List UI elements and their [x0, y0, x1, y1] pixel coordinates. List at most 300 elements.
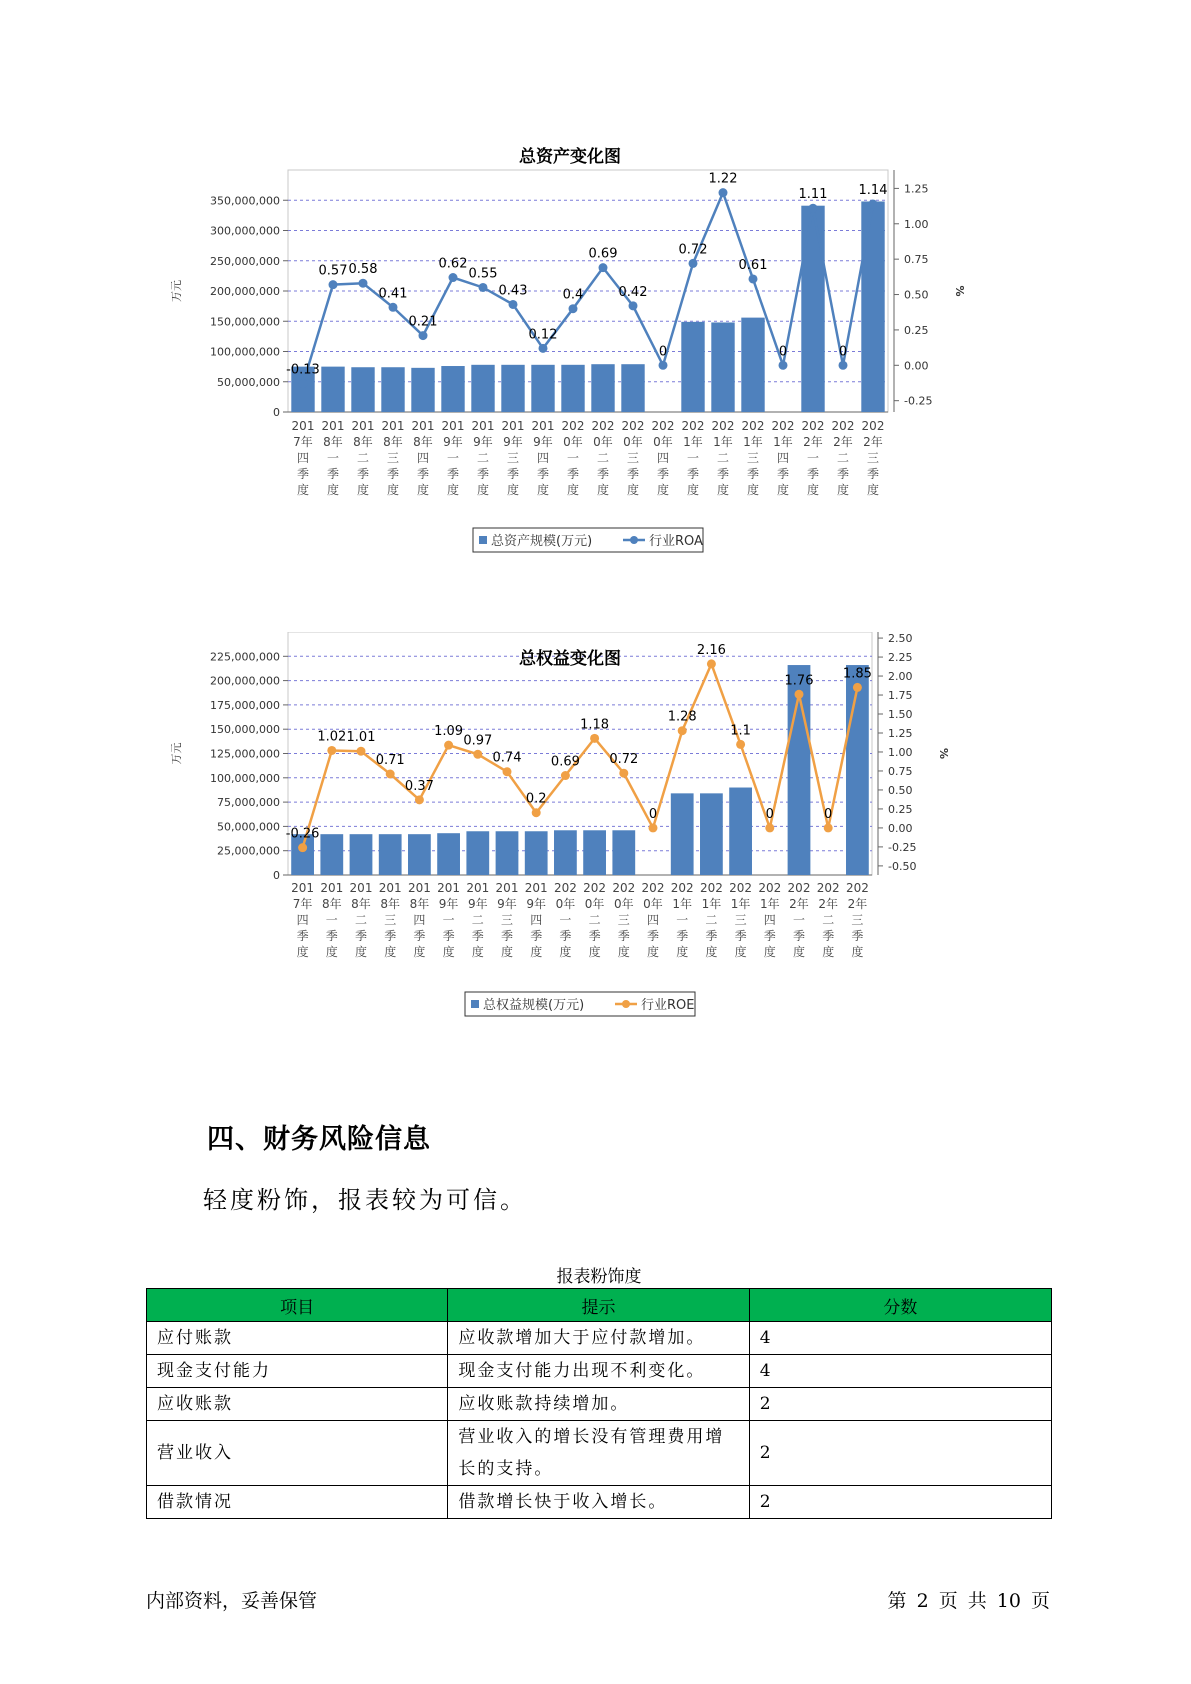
x-tick-label: 1年 [683, 435, 703, 449]
x-tick-label: 202 [801, 419, 825, 433]
bar [681, 322, 704, 412]
table-caption: 报表粉饰度 [556, 1267, 642, 1287]
x-tick-label: 二 [822, 913, 835, 927]
y-tick-label: 0 [273, 406, 280, 419]
x-tick-label: 季 [646, 929, 660, 943]
x-tick-label: 三 [500, 913, 514, 927]
x-tick-label: 季 [471, 929, 484, 943]
y2-tick-label: -0.25 [888, 840, 917, 854]
x-tick-label: 一 [806, 451, 820, 465]
section-heading: 四、财务风险信息 [207, 1124, 431, 1155]
line-point [649, 823, 658, 832]
x-tick-label: 季 [588, 929, 601, 943]
row-item: 应付账款 [147, 1322, 448, 1355]
data-label: 0.72 [609, 752, 639, 768]
x-tick-label: 202 [741, 419, 765, 433]
y-tick-label: 200,000,000 [210, 674, 280, 688]
data-label: 0 [765, 806, 774, 822]
x-tick-label: 季 [716, 467, 730, 481]
x-tick-label: 度 [536, 483, 550, 497]
x-tick-label: 度 [716, 483, 730, 497]
x-tick-label: 三 [734, 913, 747, 927]
x-tick-label: 一 [566, 451, 580, 465]
x-tick-label: 季 [446, 467, 460, 481]
total-assets-chart-svg [170, 130, 970, 570]
y2-tick-label: 2.00 [888, 670, 913, 684]
line-point [327, 746, 336, 755]
bar [496, 831, 519, 875]
row-item: 现金支付能力 [147, 1355, 448, 1388]
y2-tick-label: 0.50 [904, 288, 929, 302]
legend-bar-swatch [479, 536, 487, 544]
y2-tick-label: 0.00 [888, 821, 913, 835]
x-tick-label: 一 [676, 913, 689, 927]
x-tick-label: 度 [851, 945, 864, 959]
bar [583, 830, 606, 875]
row-hint: 应收款增加大于应付款增加。 [448, 1322, 749, 1355]
x-tick-label: 度 [822, 945, 835, 959]
line-point [444, 741, 453, 750]
data-label: 1.01 [346, 730, 376, 746]
y-tick-label: 150,000,000 [210, 315, 280, 329]
y-tick-label: 175,000,000 [210, 698, 280, 712]
data-label: 0 [778, 344, 788, 360]
y-tick-label: 50,000,000 [217, 820, 280, 834]
line-point [449, 273, 458, 282]
line-point [590, 734, 599, 743]
x-tick-label: 三 [386, 451, 400, 465]
x-tick-label: 度 [776, 483, 790, 497]
x-tick-label: 季 [676, 929, 689, 943]
x-tick-label: 2年 [818, 897, 839, 911]
bar [846, 665, 869, 875]
x-tick-label: 2年 [803, 435, 823, 449]
data-label: 0.42 [618, 284, 648, 300]
x-tick-label: 1年 [730, 897, 751, 911]
x-tick-label: 季 [596, 467, 610, 481]
x-tick-label: 三 [617, 913, 630, 927]
x-tick-label: 202 [553, 881, 577, 895]
line-point [561, 771, 570, 780]
x-tick-label: 9年 [443, 435, 463, 449]
x-tick-label: 季 [325, 929, 338, 943]
legend-bar-swatch [471, 1000, 479, 1008]
table-row [147, 1388, 1052, 1421]
legend-line-marker [622, 1000, 630, 1008]
line-point [509, 300, 518, 309]
data-label: 0.4 [562, 287, 584, 303]
row-item: 营业收入 [147, 1421, 448, 1486]
x-tick-label: 季 [530, 929, 543, 943]
x-tick-label: 季 [326, 467, 340, 481]
x-tick-label: 9年 [467, 897, 488, 911]
data-label: 0.2 [525, 791, 547, 807]
y2-tick-label: 0.25 [904, 323, 929, 337]
row-score: 4 [749, 1355, 1051, 1388]
x-tick-label: 季 [559, 929, 572, 943]
x-tick-label: 一 [442, 913, 455, 927]
x-tick-label: 度 [596, 483, 610, 497]
x-tick-label: 度 [734, 945, 747, 959]
x-tick-label: 季 [822, 929, 835, 943]
x-tick-label: 度 [705, 945, 718, 959]
x-tick-label: 季 [296, 467, 310, 481]
x-tick-label: 二 [705, 913, 718, 927]
table-row [147, 1486, 1052, 1519]
x-tick-label: 度 [792, 945, 806, 959]
x-tick-label: 度 [806, 483, 820, 497]
x-tick-label: 季 [776, 467, 790, 481]
x-tick-label: 季 [356, 467, 370, 481]
x-tick-label: 8年 [353, 435, 373, 449]
x-tick-label: 8年 [383, 435, 403, 449]
bar [321, 367, 344, 412]
data-label: 0.57 [318, 263, 348, 279]
x-tick-label: 度 [296, 483, 310, 497]
x-tick-label: 202 [651, 419, 675, 433]
x-tick-label: 一 [326, 451, 340, 465]
line-point [532, 808, 541, 817]
bar [525, 831, 548, 875]
x-tick-label: 0年 [563, 435, 583, 449]
bar [471, 365, 494, 412]
x-tick-label: 202 [729, 881, 753, 895]
x-tick-label: 202 [861, 419, 885, 433]
row-score: 4 [749, 1322, 1051, 1355]
x-tick-label: 0年 [623, 435, 643, 449]
x-tick-label: 2年 [863, 435, 883, 449]
x-tick-label: 度 [656, 483, 670, 497]
x-tick-label: 201 [441, 419, 465, 433]
x-tick-label: 四 [763, 913, 776, 927]
line-point [809, 204, 818, 213]
x-tick-label: 季 [746, 467, 760, 481]
line-point [719, 188, 728, 197]
x-tick-label: 0年 [584, 897, 605, 911]
y-tick-label: 100,000,000 [210, 771, 280, 785]
bar [411, 368, 434, 412]
header-hint: 提示 [448, 1289, 749, 1322]
x-tick-label: 度 [866, 483, 880, 497]
x-tick-label: 三 [506, 451, 520, 465]
x-tick-label: 度 [506, 483, 520, 497]
data-label: -0.26 [285, 826, 320, 842]
data-label: 0 [824, 806, 833, 822]
x-tick-label: 二 [836, 451, 850, 465]
bar [350, 834, 373, 875]
x-tick-label: 202 [845, 881, 869, 895]
x-tick-label: 四 [296, 451, 310, 465]
table-row [147, 1322, 1052, 1355]
x-tick-label: 202 [787, 881, 811, 895]
data-label: 0.41 [378, 286, 408, 302]
row-score: 2 [749, 1421, 1051, 1486]
data-label: 0.97 [463, 733, 493, 749]
x-tick-label: 201 [291, 419, 315, 433]
bar [621, 364, 644, 412]
x-tick-label: 季 [792, 929, 806, 943]
x-tick-label: 201 [471, 419, 495, 433]
x-tick-label: 季 [296, 929, 309, 943]
x-tick-label: 0年 [643, 897, 663, 911]
x-tick-label: 三 [851, 913, 864, 927]
x-tick-label: 202 [583, 881, 607, 895]
y-tick-label: 25,000,000 [217, 844, 280, 858]
x-tick-label: 2年 [789, 897, 809, 911]
x-tick-label: 度 [296, 945, 309, 959]
data-label: 1.85 [842, 666, 872, 682]
row-item: 应收账款 [147, 1388, 448, 1421]
x-tick-label: 季 [617, 929, 630, 943]
x-tick-label: 201 [466, 881, 490, 895]
y-tick-label: 75,000,000 [217, 796, 280, 810]
x-tick-label: 度 [442, 945, 455, 959]
x-tick-label: 二 [354, 913, 368, 927]
x-tick-label: 201 [495, 881, 519, 895]
row-score: 2 [749, 1388, 1051, 1421]
risk-table [146, 1288, 1052, 1519]
legend-line-label: 行业ROE [641, 998, 695, 1013]
data-label: 0.12 [528, 327, 558, 343]
y2-tick-label: 1.75 [888, 689, 913, 703]
data-label: 1.09 [434, 724, 464, 740]
data-label: 1.76 [784, 673, 814, 689]
data-label: 0.55 [468, 266, 498, 282]
line-point [853, 683, 862, 692]
x-tick-label: 季 [705, 929, 718, 943]
x-tick-label: 度 [588, 945, 601, 959]
bar [351, 367, 374, 412]
x-tick-label: 201 [407, 881, 431, 895]
x-tick-label: 1年 [672, 897, 693, 911]
x-tick-label: 201 [320, 881, 344, 895]
x-tick-label: 8年 [323, 435, 343, 449]
x-tick-label: 四 [413, 913, 426, 927]
section-text: 轻度粉饰，报表较为可信。 [203, 1186, 527, 1214]
x-tick-label: 9年 [497, 897, 517, 911]
x-tick-label: 季 [536, 467, 550, 481]
x-tick-label: 季 [686, 467, 700, 481]
x-tick-label: 度 [626, 483, 640, 497]
x-tick-label: 201 [524, 881, 548, 895]
x-tick-label: 三 [746, 451, 760, 465]
data-label: 0 [658, 344, 668, 360]
x-tick-label: 8年 [380, 897, 401, 911]
y-axis-label: 万元 [170, 742, 183, 765]
y-tick-label: 350,000,000 [210, 194, 280, 208]
x-tick-label: 1年 [713, 435, 733, 449]
x-tick-label: 季 [413, 929, 426, 943]
x-tick-label: 季 [836, 467, 850, 481]
data-label: 1.18 [580, 717, 610, 733]
y2-tick-label: 0.50 [888, 783, 913, 797]
x-tick-label: 度 [836, 483, 850, 497]
x-tick-label: 1年 [773, 435, 793, 449]
line-point [629, 301, 638, 310]
line-point [599, 263, 608, 272]
x-tick-label: 度 [676, 945, 689, 959]
line-point [539, 344, 548, 353]
x-tick-label: 度 [646, 945, 660, 959]
row-hint: 应收账款持续增加。 [448, 1388, 749, 1421]
x-tick-label: 8年 [409, 897, 430, 911]
x-tick-label: 季 [476, 467, 490, 481]
legend-bar-label: 总权益规模(万元) [483, 998, 585, 1013]
total-equity-chart-svg [170, 632, 970, 1102]
line-point [749, 274, 758, 283]
x-tick-label: 一 [559, 913, 572, 927]
y2-tick-label: 1.00 [888, 745, 913, 759]
footer-page-number: 第 2 页 共 10 页 [887, 1590, 1050, 1612]
x-tick-label: 季 [416, 467, 430, 481]
x-tick-label: 201 [531, 419, 555, 433]
x-tick-label: 201 [411, 419, 435, 433]
x-tick-label: 度 [384, 945, 397, 959]
line-point [824, 823, 833, 832]
x-tick-label: 季 [656, 467, 670, 481]
line-point [386, 770, 395, 779]
x-tick-label: 2年 [847, 897, 868, 911]
x-tick-label: 度 [471, 945, 484, 959]
x-tick-label: 一 [792, 913, 806, 927]
line-point [736, 740, 745, 749]
table-row [147, 1421, 1052, 1486]
data-label: 0.58 [348, 262, 378, 278]
bar [441, 366, 464, 412]
bar [591, 364, 614, 412]
data-label: -0.13 [286, 362, 320, 378]
x-tick-label: 度 [446, 483, 460, 497]
bar [466, 831, 489, 875]
line-point [359, 279, 368, 288]
x-tick-label: 201 [321, 419, 345, 433]
x-tick-label: 9年 [526, 897, 547, 911]
y2-axis-label: % [937, 747, 950, 760]
bar [379, 834, 402, 875]
line-point [473, 750, 482, 759]
chart-title: 总资产变化图 [519, 147, 621, 167]
y-tick-label: 150,000,000 [210, 723, 280, 737]
table-row [147, 1355, 1052, 1388]
x-tick-label: 季 [354, 929, 368, 943]
x-tick-label: 202 [816, 881, 840, 895]
bar [437, 833, 460, 875]
x-tick-label: 季 [500, 929, 514, 943]
bar [554, 830, 577, 875]
x-tick-label: 202 [561, 419, 585, 433]
x-tick-label: 201 [351, 419, 375, 433]
x-tick-label: 7年 [293, 435, 313, 449]
data-label: 0.69 [550, 754, 580, 770]
line-point [678, 726, 687, 735]
x-tick-label: 二 [356, 451, 370, 465]
y2-tick-label: 2.25 [888, 651, 913, 665]
x-tick-label: 季 [806, 467, 820, 481]
x-tick-label: 201 [291, 881, 315, 895]
y-tick-label: 200,000,000 [210, 285, 280, 298]
bar [729, 788, 752, 875]
y-tick-label: 125,000,000 [210, 747, 280, 761]
data-label: 2.16 [696, 642, 726, 658]
y2-tick-label: 0.75 [888, 764, 913, 778]
y2-tick-label: 1.50 [888, 708, 913, 722]
bar [320, 834, 343, 875]
x-tick-label: 201 [437, 881, 461, 895]
x-tick-label: 201 [349, 881, 373, 895]
x-tick-label: 季 [386, 467, 400, 481]
x-tick-label: 四 [530, 913, 543, 927]
footer-confidential: 内部资料，妥善保管 [146, 1590, 318, 1612]
x-tick-label: 0年 [613, 897, 634, 911]
x-tick-label: 度 [763, 945, 776, 959]
data-label: 0 [648, 806, 658, 822]
y2-tick-label: -0.25 [904, 394, 933, 408]
x-tick-label: 度 [356, 483, 370, 497]
data-label: 1.11 [798, 187, 828, 203]
bar [801, 206, 824, 412]
x-tick-label: 季 [851, 929, 864, 943]
bar [861, 201, 884, 412]
x-tick-label: 0年 [593, 435, 613, 449]
x-tick-label: 三 [384, 913, 397, 927]
x-tick-label: 季 [626, 467, 640, 481]
x-tick-label: 四 [536, 451, 550, 465]
x-tick-label: 四 [416, 451, 430, 465]
x-tick-label: 201 [501, 419, 525, 433]
x-tick-label: 季 [384, 929, 397, 943]
x-tick-label: 202 [699, 881, 723, 895]
x-tick-label: 2年 [833, 435, 853, 449]
legend-line-marker [630, 536, 638, 544]
y-tick-label: 250,000,000 [210, 254, 280, 268]
data-label: 0.74 [492, 750, 522, 766]
data-label: 0.69 [588, 246, 618, 262]
bar [561, 365, 584, 412]
x-tick-label: 9年 [503, 435, 523, 449]
y-axis-label: 万元 [170, 280, 183, 302]
x-tick-label: 202 [621, 419, 645, 433]
x-tick-label: 度 [416, 483, 430, 497]
x-tick-label: 9年 [473, 435, 493, 449]
data-label: 1.28 [667, 709, 697, 725]
x-tick-label: 202 [681, 419, 705, 433]
line-point [479, 283, 488, 292]
x-tick-label: 1年 [759, 897, 780, 911]
data-label: 0.62 [438, 256, 468, 272]
x-tick-label: 度 [566, 483, 580, 497]
x-tick-label: 四 [646, 913, 660, 927]
line-point [839, 361, 848, 370]
legend-line-label: 行业ROA [649, 534, 703, 549]
y2-tick-label: 2.50 [888, 632, 913, 646]
bar [671, 793, 694, 875]
row-score: 2 [749, 1486, 1051, 1519]
x-tick-label: 202 [591, 419, 615, 433]
x-tick-label: 度 [530, 945, 543, 959]
x-tick-label: 202 [711, 419, 735, 433]
y-tick-label: 0 [273, 869, 280, 882]
line-point [329, 280, 338, 289]
bar [711, 322, 734, 412]
header-score: 分数 [749, 1289, 1051, 1322]
data-label: 1.1 [730, 723, 751, 739]
line-point [389, 303, 398, 312]
data-label: 1.14 [858, 182, 888, 198]
x-tick-label: 202 [771, 419, 795, 433]
x-tick-label: 202 [758, 881, 782, 895]
line-point [795, 690, 804, 699]
x-tick-label: 二 [596, 451, 610, 465]
